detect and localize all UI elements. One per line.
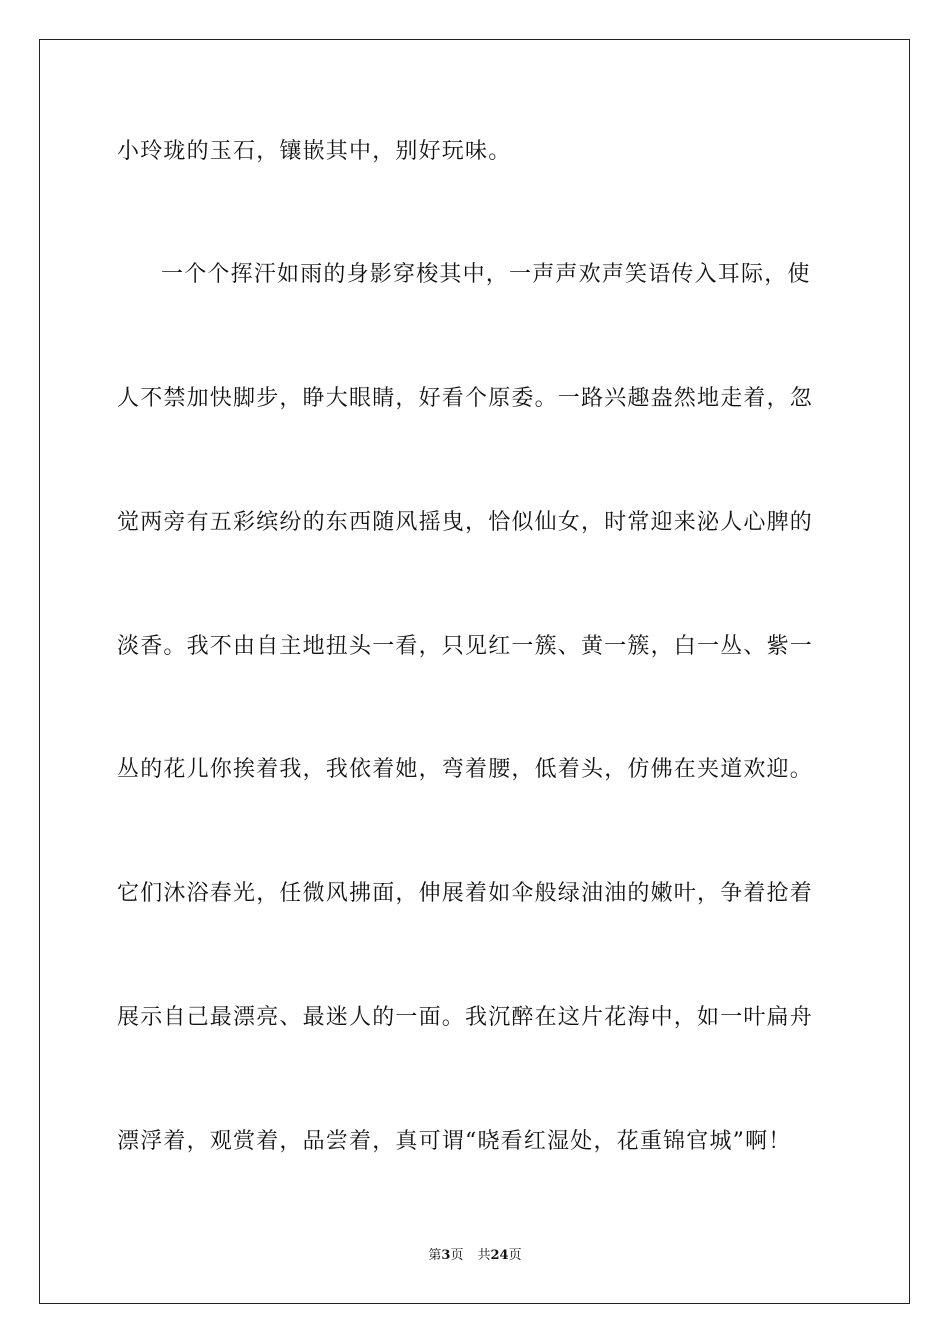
paragraph-line: 一个个挥汗如雨的身影穿梭其中，一声声欢声笑语传入耳际，使: [161, 262, 811, 287]
page-total-prefix: 共: [477, 1248, 491, 1263]
page-number-prefix: 第: [428, 1248, 442, 1263]
paragraph-line: 小玲珑的玉石，镶嵌其中，别好玩味。: [117, 139, 512, 164]
paragraph-line: 展示自己最漂亮、最迷人的一面。我沉醉在这片花海中，如一叶扁舟: [117, 1005, 814, 1030]
paragraph-line: 它们沐浴春光，任微风拂面，伸展着如伞般绿油油的嫩叶，争着抢着: [117, 881, 814, 906]
page-footer: [0, 1247, 950, 1265]
paragraph-line: 淡香。我不由自主地扭头一看，只见红一簇、黄一簇，白一丛、紫一: [117, 634, 814, 659]
page-number-suffix: 页: [450, 1248, 464, 1263]
paragraph-line: 漂浮着，观赏着，品尝着，真可谓“晓看红湿处，花重锦官城”啊！: [117, 1129, 792, 1154]
paragraph-line: 人不禁加快脚步，睁大眼睛，好看个原委。一路兴趣盎然地走着，忽: [117, 386, 814, 411]
page-border: [39, 39, 910, 1304]
page-number-current: 3: [441, 1248, 451, 1263]
paragraph-line: 觉两旁有五彩缤纷的东西随风摇曳，恰似仙女，时常迎来泌人心脾的: [117, 510, 814, 535]
page-total-count: 24: [490, 1248, 509, 1263]
paragraph-line: 丛的花儿你挨着我，我依着她，弯着腰，低着头，仿佛在夹道欢迎。: [117, 757, 814, 782]
page-total-suffix: 页: [508, 1248, 522, 1263]
